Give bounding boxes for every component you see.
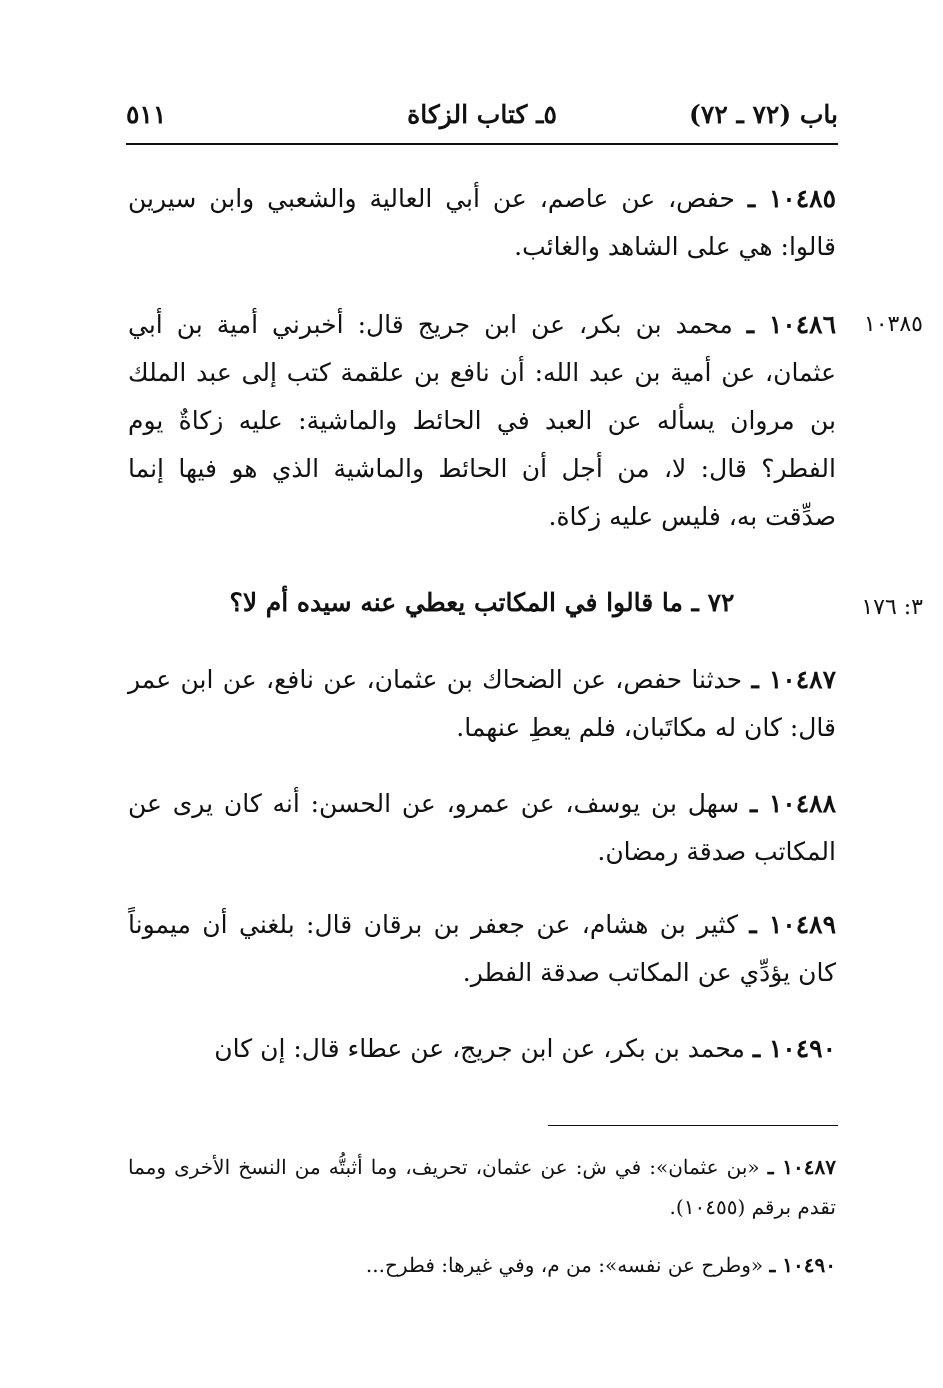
hadith-number: ١٠٤٨٥ ـ [747,184,837,213]
footnote [128,1245,836,1285]
hadith-text: سهل بن يوسف، عن عمرو، عن الحسن: أنه كان يرى عن المكاتب صدقة رمضان. [128,789,836,866]
footnote-number: ١٠٤٩٠ ـ [769,1253,836,1277]
footnote-text: «وطرح عن نفسه»: من م، وفي غيرها: فطرح... [365,1253,764,1277]
margin-reference: ١٠٣٨٥ [863,312,923,337]
hadith-number: ١٠٤٩٠ ـ [752,1034,836,1063]
hadith-entry [128,901,836,997]
hadith-entry [128,301,836,541]
hadith-text: محمد بن بكر، عن ابن جريج قال: أخبرني أمية بن أبي عثمان، عن أمية بن عبد الله: أن نافع بن علقمة كتب إلى عبد الملك بن مروان يسأله عن العبد في الحائط والماشية: عليه زكاةٌ يوم الفطر؟ قال: لا، من أجل أن الحائط والماشية الذي هو فيها إنما صدِّقت به، فليس عليه زكاة. [128,310,836,531]
hadith-text: حدثنا حفص، عن الضحاك بن عثمان، عن نافع، عن ابن عمر قال: كان له مكاتَبان، فلم يعطِ عنهما. [128,665,836,742]
footnote [128,1147,836,1227]
header-rule [126,143,838,145]
hadith-number: ١٠٤٨٦ ـ [746,310,836,339]
hadith-number: ١٠٤٨٩ ـ [749,910,836,939]
margin-reference: ٣: ١٧٦ [861,595,923,620]
section-heading: ٧٢ ـ ما قالوا في المكاتب يعطي عنه سيده أم لا؟ [229,588,735,617]
hadith-entry [128,780,836,876]
footnote-text: «بن عثمان»: في ش: عن عثمان، تحريف، وما أثبتُّه من النسخ الأخرى ومما تقدم برقم (١٠٤٥٥). [128,1155,836,1219]
page-number: ٥١١ [126,100,167,129]
hadith-text: كثير بن هشام، عن جعفر بن برقان قال: بلغني أن ميموناً كان يؤدِّي عن المكاتب صدقة الفطر. [128,910,836,987]
hadith-text: محمد بن بكر، عن ابن جريج، عن عطاء قال: إن كان [214,1034,745,1063]
footnote-rule [548,1125,838,1126]
chapter-range: باب (٧٢ ـ ٧٢) [689,100,838,129]
running-header [126,95,838,135]
book-title: ٥ـ كتاب الزكاة [407,100,557,129]
hadith-entry [128,656,836,752]
hadith-entry [128,175,836,271]
footnote-number: ١٠٤٨٧ ـ [767,1155,836,1179]
hadith-text: حفص، عن عاصم، عن أبي العالية والشعبي وابن سيرين قالوا: هي على الشاهد والغائب. [128,184,836,261]
hadith-number: ١٠٤٨٧ ـ [751,665,836,694]
hadith-number: ١٠٤٨٨ ـ [749,789,836,818]
hadith-entry [128,1025,836,1073]
